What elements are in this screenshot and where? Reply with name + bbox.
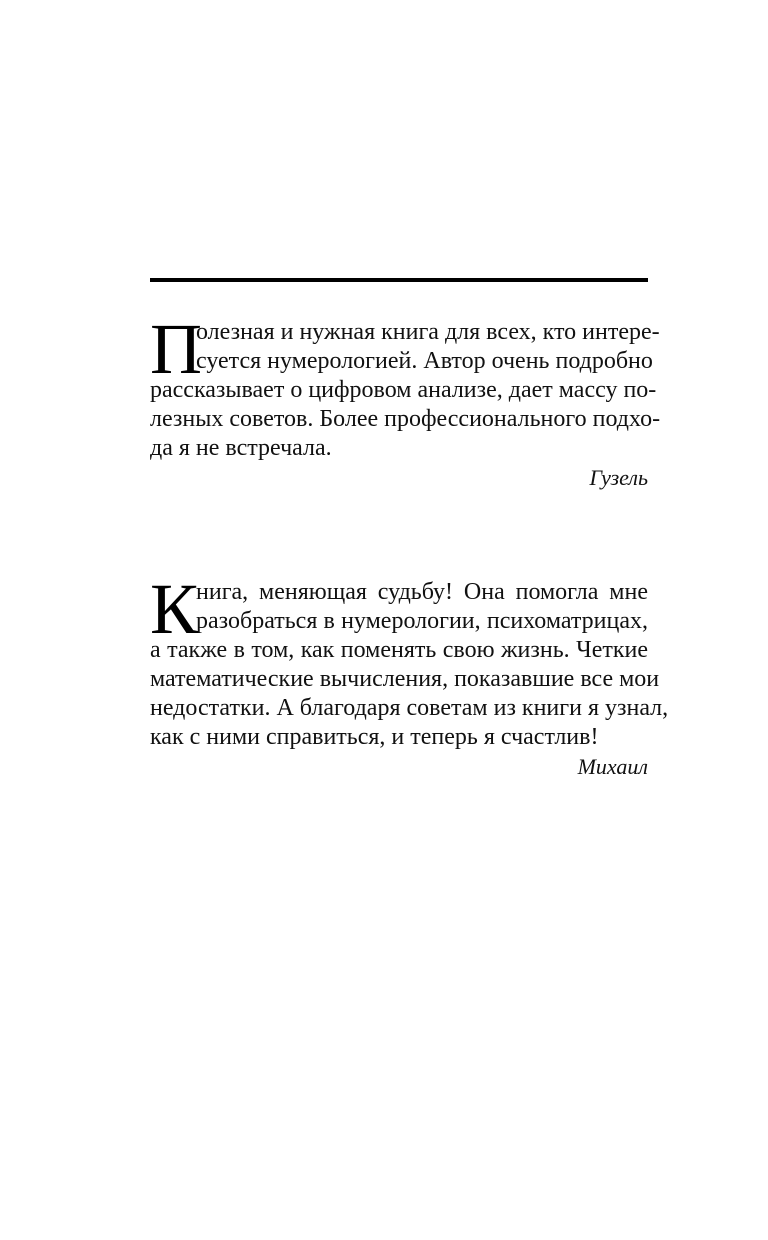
review-line: как с ними справиться, и теперь я счастлив!: [150, 724, 599, 750]
review-line: суется нумерологией. Автор очень подробно: [196, 348, 653, 374]
review-line: разобраться в нумерологии, психоматрицах,: [196, 608, 648, 634]
review-line: лезных советов. Более профессионального подхо-: [150, 406, 661, 432]
review-line: да я не встречала.: [150, 435, 332, 461]
horizontal-rule: [150, 278, 648, 282]
review-line: недостатки. А благодаря советам из книги я узнал,: [150, 695, 669, 721]
review-author: Михаил: [577, 754, 648, 779]
review-line: рассказывает о цифровом анализе, дает массу по-: [150, 377, 657, 403]
review-line: математические вычисления, показавшие все мои: [150, 666, 660, 692]
review-line: нига, меняющая судьбу! Она помогла мне: [196, 579, 648, 605]
review-author: Гузель: [589, 465, 648, 490]
review-guzel: [150, 309, 661, 492]
review-mikhail: [150, 569, 669, 781]
drop-cap: П: [150, 309, 202, 389]
drop-cap: К: [150, 569, 199, 649]
review-line: а также в том, как поменять свою жизнь. Четкие: [150, 637, 648, 663]
review-line: олезная и нужная книга для всех, кто интере-: [196, 319, 660, 345]
